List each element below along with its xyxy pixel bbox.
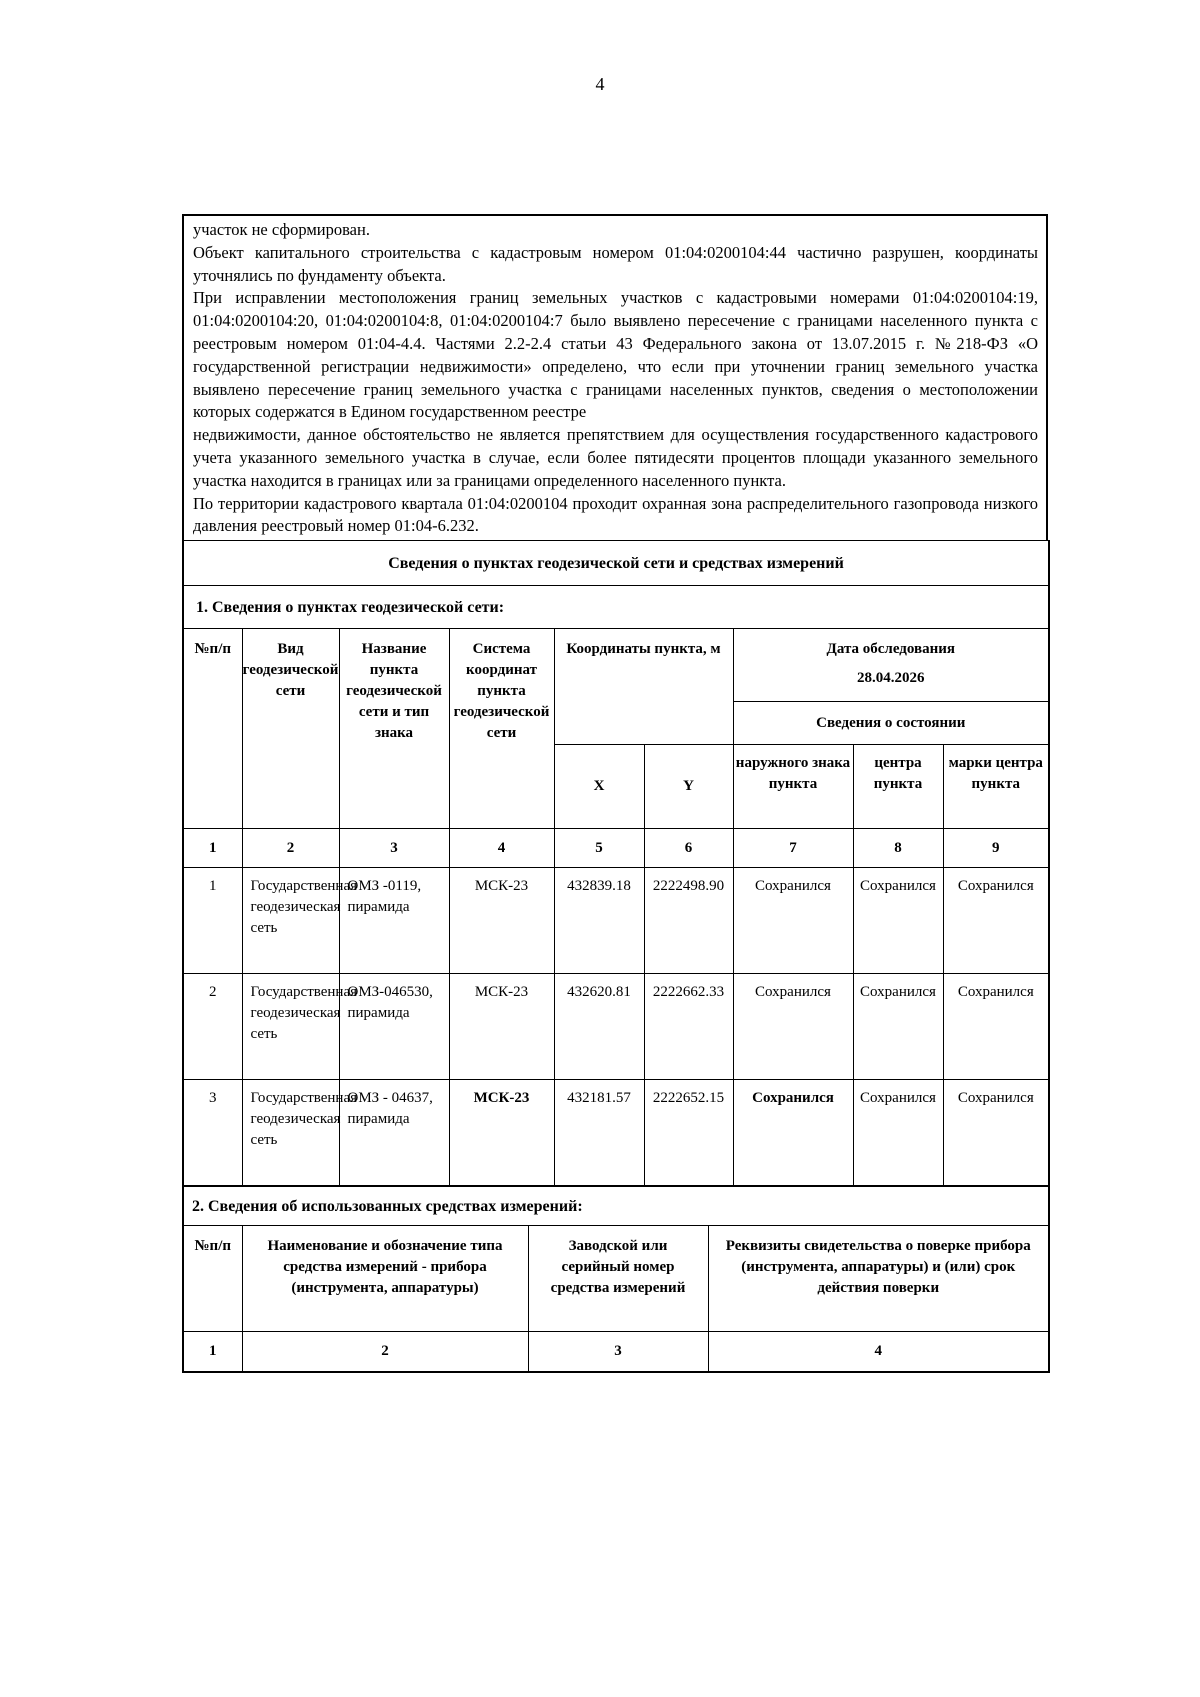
paragraph: участок не сформирован. bbox=[193, 220, 370, 239]
table-row bbox=[183, 868, 1049, 974]
column-number: 7 bbox=[733, 829, 853, 868]
row-point-name: ОМЗ - 04637, пирамида bbox=[339, 1080, 449, 1186]
text-block bbox=[182, 214, 1048, 540]
column-number: 9 bbox=[943, 829, 1049, 868]
survey-date-label: Дата обследования bbox=[826, 641, 956, 658]
instruments-table bbox=[182, 1186, 1050, 1373]
row-y: 2222662.33 bbox=[644, 974, 733, 1080]
row-system: МСК-23 bbox=[449, 1080, 554, 1186]
document-frame bbox=[182, 214, 1048, 1373]
header-coord-system: Система координат пункта геодезической сети bbox=[449, 629, 554, 829]
row-mark: Сохранился bbox=[943, 1080, 1049, 1186]
header-condition: Сведения о состоянии bbox=[733, 702, 1049, 745]
survey-date: 28.04.2026 bbox=[857, 670, 925, 687]
row-x: 432620.81 bbox=[554, 974, 644, 1080]
row-num: 2 bbox=[183, 974, 242, 1080]
row-num: 3 bbox=[183, 1080, 242, 1186]
row-center: Сохранился bbox=[853, 868, 943, 974]
inst-header-name: Наименование и обозначение типа средства измерений - прибора (инструмента, аппаратуры) bbox=[242, 1226, 528, 1332]
row-outer: Сохранился bbox=[733, 1080, 853, 1186]
row-outer: Сохранился bbox=[733, 974, 853, 1080]
row-system: МСК-23 bbox=[449, 974, 554, 1080]
inst-header-cert: Реквизиты свидетельства о поверке прибора (инструмента, аппаратуры) и (или) срок действия поверки bbox=[708, 1226, 1049, 1332]
column-number: 3 bbox=[528, 1332, 708, 1372]
column-number: 6 bbox=[644, 829, 733, 868]
header-network-type: Вид геодезической сети bbox=[242, 629, 339, 829]
row-point-name: ОМЗ -0119, пирамида bbox=[339, 868, 449, 974]
column-number: 2 bbox=[242, 1332, 528, 1372]
row-mark: Сохранился bbox=[943, 974, 1049, 1080]
row-y: 2222652.15 bbox=[644, 1080, 733, 1186]
header-x: X bbox=[554, 745, 644, 829]
row-network: Государственная геодезическая сеть bbox=[242, 974, 339, 1080]
row-outer: Сохранился bbox=[733, 868, 853, 974]
header-point-name: Название пункта геодезической сети и тип знака bbox=[339, 629, 449, 829]
column-number: 1 bbox=[183, 829, 242, 868]
row-mark: Сохранился bbox=[943, 868, 1049, 974]
row-y: 2222498.90 bbox=[644, 868, 733, 974]
section1-title: 1. Сведения о пунктах геодезической сети: bbox=[183, 586, 1049, 629]
inst-header-num: №п/п bbox=[183, 1226, 242, 1332]
paragraph: недвижимости, данное обстоятельство не является препятствием для осуществления государственного кадастрового учета указанного земельного участка в случае, если более пятидесяти процентов площади указанного земельного участка находится в границах или за границами определенного населенного пункта. bbox=[193, 425, 1038, 490]
header-outer-sign: наружного знака пункта bbox=[733, 745, 853, 829]
header-coordinates: Координаты пункта, м bbox=[554, 629, 733, 745]
row-center: Сохранился bbox=[853, 974, 943, 1080]
column-number: 4 bbox=[708, 1332, 1049, 1372]
row-point-name: ОМЗ-046530, пирамида bbox=[339, 974, 449, 1080]
row-network: Государственная геодезическая сеть bbox=[242, 868, 339, 974]
row-x: 432839.18 bbox=[554, 868, 644, 974]
column-number: 4 bbox=[449, 829, 554, 868]
page-number: 4 bbox=[595, 74, 605, 94]
column-number: 3 bbox=[339, 829, 449, 868]
row-x: 432181.57 bbox=[554, 1080, 644, 1186]
table-row bbox=[183, 974, 1049, 1080]
header-center: центра пункта bbox=[853, 745, 943, 829]
row-num: 1 bbox=[183, 868, 242, 974]
header-survey-date bbox=[733, 629, 1049, 702]
geodesic-table bbox=[182, 540, 1050, 1186]
column-number: 1 bbox=[183, 1332, 242, 1372]
paragraph: По территории кадастрового квартала 01:04:0200104 проходит охранная зона распределительного газопровода низкого давления реестровый номер 01:04-6.232. bbox=[193, 493, 1038, 536]
header-center-mark: марки центра пункта bbox=[943, 745, 1049, 829]
column-number: 2 bbox=[242, 829, 339, 868]
row-center: Сохранился bbox=[853, 1080, 943, 1186]
header-y: Y bbox=[644, 745, 733, 829]
table-row bbox=[183, 1080, 1049, 1186]
inst-header-serial: Заводской или серийный номер средства измерений bbox=[528, 1226, 708, 1332]
row-network: Государственная геодезическая сеть bbox=[242, 1080, 339, 1186]
column-number: 8 bbox=[853, 829, 943, 868]
paragraph: При исправлении местоположения границ земельных участков с кадастровыми номерами 01:04:0200104:19, 01:04:0200104:20, 01:04:0200104:8, 01:04:0200104:7 было выявлено пересечение с границами населенного пункта с реестровым номером 01:04-4.4. Частями 2.2-2.4 статьи 43 Федерального закона от 13.07.2015 г. №218-ФЗ «О государственной регистрации недвижимости» определено, что если при уточнении границ земельного участка выявлено пересечение границ земельного участка с границами населенных пунктов, сведения о местоположении которых содержатся в Едином государственном реестре bbox=[193, 288, 1038, 422]
column-number: 5 bbox=[554, 829, 644, 868]
row-system: МСК-23 bbox=[449, 868, 554, 974]
section2-title: 2. Сведения об использованных средствах измерений: bbox=[183, 1187, 1049, 1226]
header-num: №п/п bbox=[183, 629, 242, 829]
paragraph: Объект капитального строительства с кадастровым номером 01:04:0200104:44 частично разрушен, координаты уточнялись по фундаменту объекта. bbox=[193, 242, 1038, 285]
section-title: Сведения о пунктах геодезической сети и средствах измерений bbox=[183, 541, 1049, 586]
